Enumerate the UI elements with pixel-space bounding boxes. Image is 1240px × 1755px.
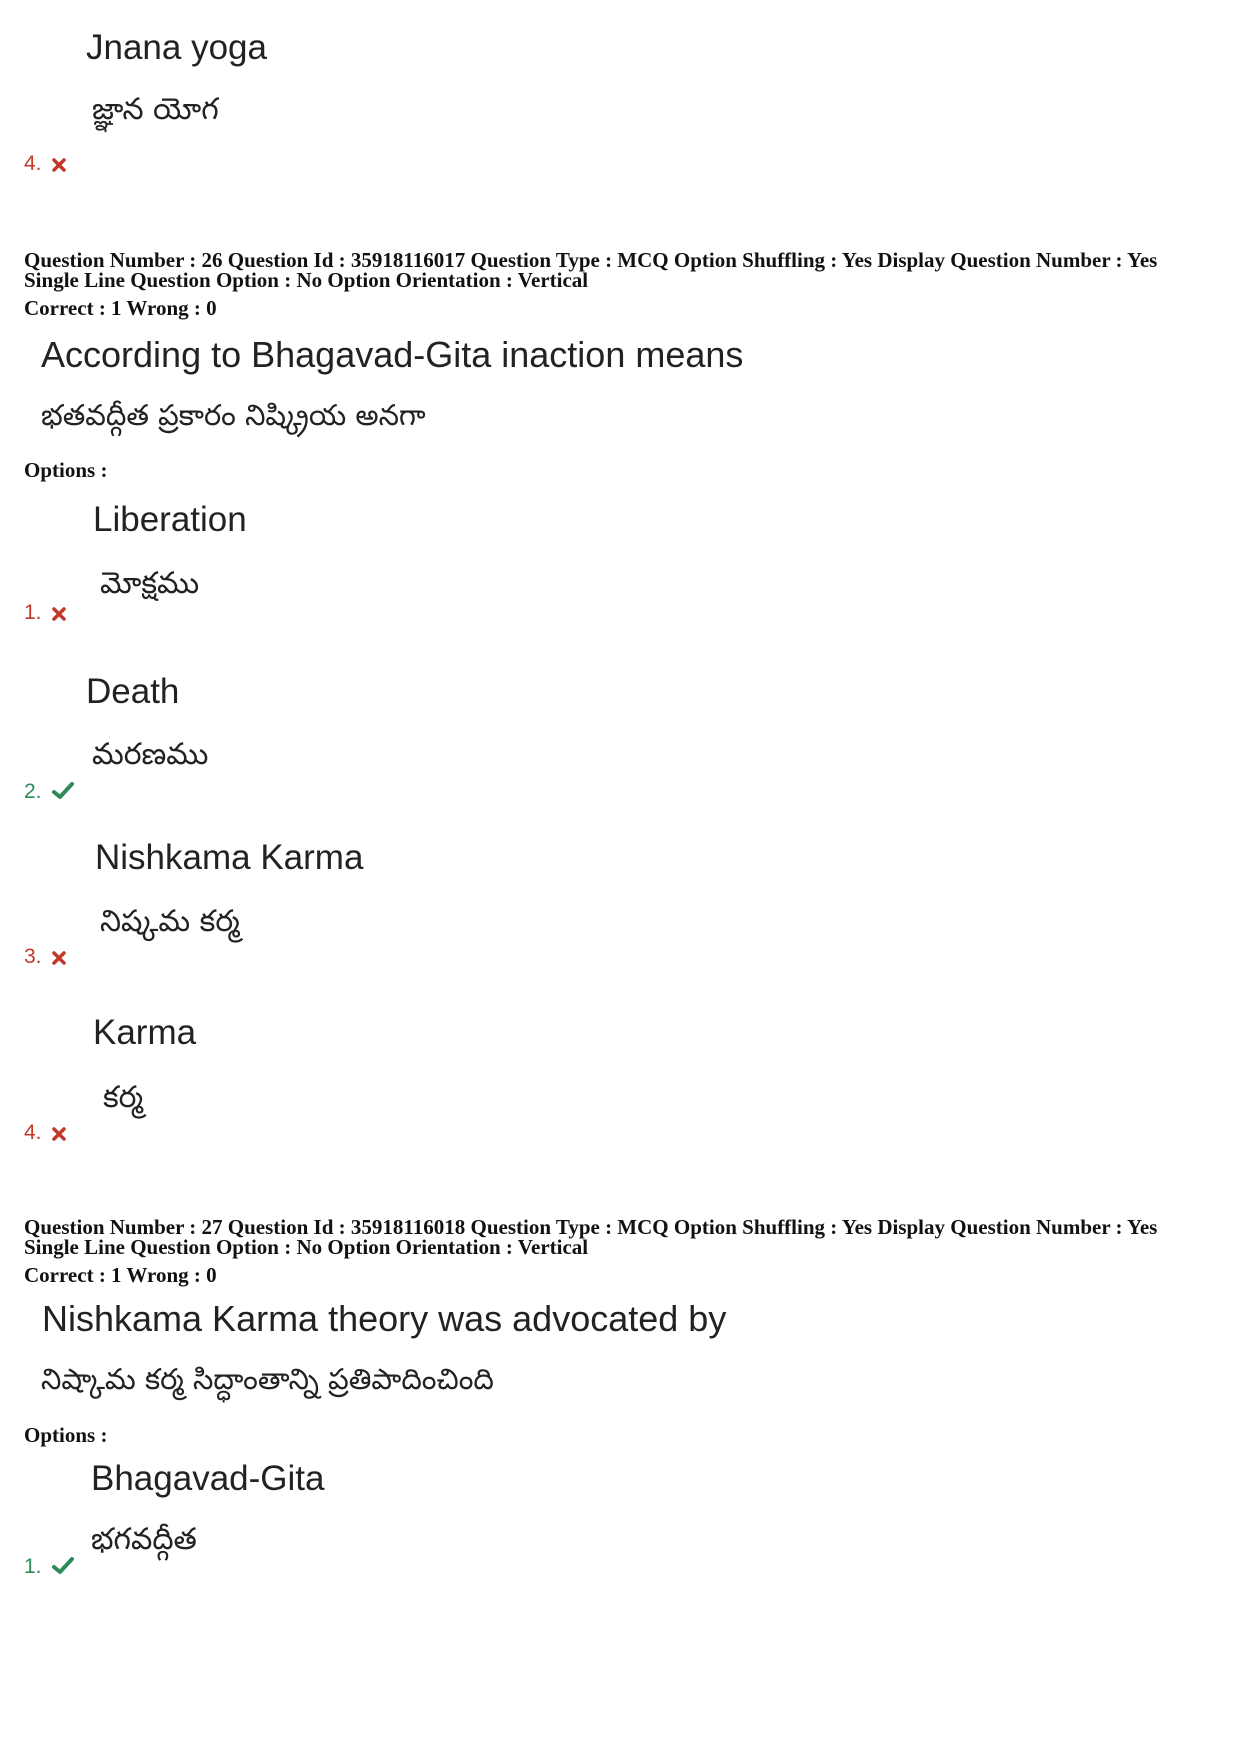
- cross-icon: [52, 607, 66, 621]
- option-english: Death: [86, 672, 180, 711]
- cross-icon: [52, 158, 66, 172]
- options-label: Options :: [24, 1423, 108, 1447]
- option-english: Liberation: [93, 500, 247, 539]
- option-english: Karma: [93, 1013, 197, 1052]
- option-english: Jnana yoga: [86, 28, 267, 67]
- question-english: Nishkama Karma theory was advocated by: [42, 1298, 727, 1339]
- cross-icon: [52, 951, 66, 965]
- question-meta-line1: Question Number : 27 Question Id : 35918116018 Question Type : MCQ Option Shuffling : Yes Display Question Number : Yes: [24, 1215, 1158, 1239]
- option-telugu: భగవద్గీత: [91, 1522, 197, 1557]
- option-number: 1.: [24, 1555, 74, 1579]
- option-telugu: మోక్షము: [100, 566, 200, 601]
- option-english: Nishkama Karma: [95, 838, 364, 877]
- option-number: 2.: [24, 780, 74, 804]
- option-number: 1.: [24, 601, 66, 625]
- option-telugu: నిష్కమ కర్మ: [100, 904, 240, 939]
- option-telugu: కర్మ: [103, 1080, 144, 1115]
- option-english: Bhagavad-Gita: [91, 1459, 325, 1498]
- cross-icon: [52, 1127, 66, 1141]
- options-label: Options :: [24, 458, 108, 482]
- score-line: Correct : 1 Wrong : 0: [24, 296, 217, 320]
- question-meta-line2: Single Line Question Option : No Option Orientation : Vertical: [24, 268, 589, 292]
- question-meta-line1: Question Number : 26 Question Id : 35918116017 Question Type : MCQ Option Shuffling : Yes Display Question Number : Yes: [24, 248, 1158, 272]
- check-icon: [52, 1557, 74, 1575]
- score-line: Correct : 1 Wrong : 0: [24, 1263, 217, 1287]
- option-telugu: మరణము: [92, 737, 209, 772]
- option-number: 3.: [24, 945, 66, 969]
- option-number: 4.: [24, 152, 66, 176]
- question-english: According to Bhagavad-Gita inaction means: [41, 334, 744, 375]
- option-number: 4.: [24, 1121, 66, 1145]
- question-meta-line2: Single Line Question Option : No Option Orientation : Vertical: [24, 1235, 589, 1259]
- question-telugu: భతవద్గీత ప్రకారం నిష్క్రియ అనగా: [41, 398, 426, 432]
- option-telugu: జ్ఞాన యోగ: [92, 92, 219, 127]
- question-telugu: నిష్కామ కర్మ సిద్ధాంతాన్ని ప్రతిపాదించింది: [41, 1362, 494, 1396]
- check-icon: [52, 782, 74, 800]
